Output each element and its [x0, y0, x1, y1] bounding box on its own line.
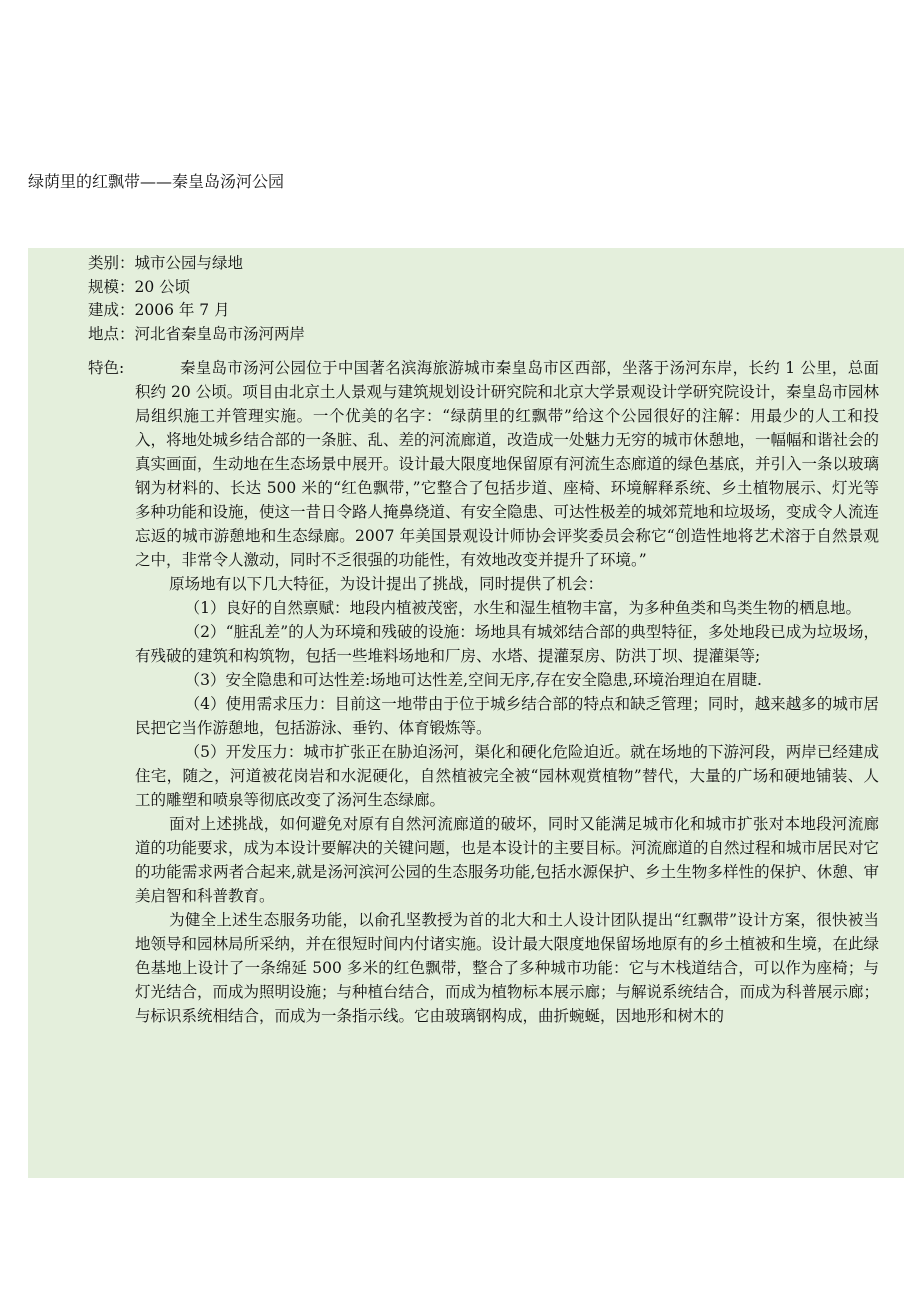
paragraph-feature-4: （4）使用需求压力：目前这一地带由于位于城乡结合部的特点和缺乏管理；同时，越来越多的城市居民把它当作游憩地，包括游泳、垂钓、体育锻炼等。 — [135, 695, 879, 737]
paragraph-challenges: 面对上述挑战，如何避免对原有自然河流廊道的破坏，同时又能满足城市化和城市扩张对本地段河流廊道的功能要求，成为本设计要解决的关键问题，也是本设计的主要目标。河流廊道的自然过程和城市居民对它的功能需求两者合起来,就是汤河滨河公园的生态服务功能,包括水源保护、乡土生物多样性的保护、休憩、审美启智和科普教育。 — [135, 815, 880, 905]
paragraph-site-features: 原场地有以下几大特征，为设计提出了挑战，同时提供了机会： — [169, 575, 604, 593]
features-body — [135, 356, 879, 1028]
paragraph-feature-1: （1）良好的自然禀赋：地段内植被茂密，水生和湿生植物丰富，为多种鱼类和鸟类生物的栖息地。 — [184, 599, 861, 617]
project-info-panel — [28, 248, 904, 1178]
project-meta — [88, 252, 868, 346]
meta-category: 类别：城市公园与绿地 — [88, 254, 244, 272]
features-label: 特色: — [88, 359, 125, 377]
meta-completed: 建成：2006 年 7 月 — [88, 301, 230, 319]
document-title: 绿荫里的红飘带——秦皇岛汤河公园 — [28, 172, 285, 191]
paragraph-feature-5: （5）开发压力：城市扩张正在胁迫汤河，渠化和硬化危险迫近。就在场地的下游河段，两岸已经建成住宅，随之，河道被花岗岩和水泥硬化，自然植被完全被“园林观赏植物”替代，大量的广场和硬地铺装、人工的雕塑和喷泉等彻底改变了汤河生态绿廊。 — [135, 743, 879, 809]
paragraph-design: 为健全上述生态服务功能，以俞孔坚教授为首的北大和土人设计团队提出“红飘带”设计方案，很快被当地领导和园林局所采纳，并在很短时间内付诸实施。设计最大限度地保留场地原有的乡土植被和生境，在此绿色基地上设计了一条绵延 500 多米的红色飘带，整合了多种城市功能：它与木栈道结合，可以作为座椅；与灯光结合，而成为照明设施；与种植台结合，而成为植物标本展示廊；与解说系统结合，而成为科普展示廊；与标识系统相结合，而成为一条指示线。它由玻璃钢构成，曲折蜿蜒，因地形和树木的 — [135, 911, 880, 1025]
paragraph-feature-2: （2）“脏乱差”的人为环境和残破的设施：场地具有城郊结合部的典型特征，多处地段已成为垃圾场，有残破的建筑和构筑物，包括一些堆料场地和厂房、水塔、提灌泵房、防洪丁坝、提灌渠等; — [135, 623, 879, 665]
meta-scale: 规模：20 公顷 — [88, 277, 191, 296]
paragraph-intro: 秦皇岛市汤河公园位于中国著名滨海旅游城市秦皇岛市区西部，坐落于汤河东岸，长约 1 公里，总面积约 20 公顷。项目由北京土人景观与建筑规划设计研究院和北京大学景观设计学研究院设计，秦皇岛市园林局组织施工并管理实施。一个优美的名字：“绿荫里的红飘带”给这个公园很好的注解：用最少的人工和投入，将地处城乡结合部的一条脏、乱、差的河流廊道，改造成一处魅力无穷的城市休憩地，一幅幅和谐社会的真实画面，生动地在生态场景中展开。设计最大限度地保留原有河流生态廊道的绿色基底，并引入一条以玻璃钢为材料的、长达 500 米的“红色飘带，”它整合了包括步道、座椅、环境解释系统、乡土植物展示、灯光等多种功能和设施，使这一昔日令路人掩鼻绕道、有安全隐患、可达性极差的城郊荒地和垃圾场，变成令人流连忘返的城市游憩地和生态绿廊。2007 年美国景观设计师协会评奖委员会称它“创造性地将艺术溶于自然景观之中，非常令人激动，同时不乏很强的功能性，有效地改变并提升了环境。” — [135, 359, 880, 569]
meta-location: 地点：河北省秦皇岛市汤河两岸 — [88, 324, 306, 343]
paragraph-feature-3: （3）安全隐患和可达性差:场地可达性差,空间无序,存在安全隐患,环境治理迫在眉睫. — [184, 671, 762, 689]
